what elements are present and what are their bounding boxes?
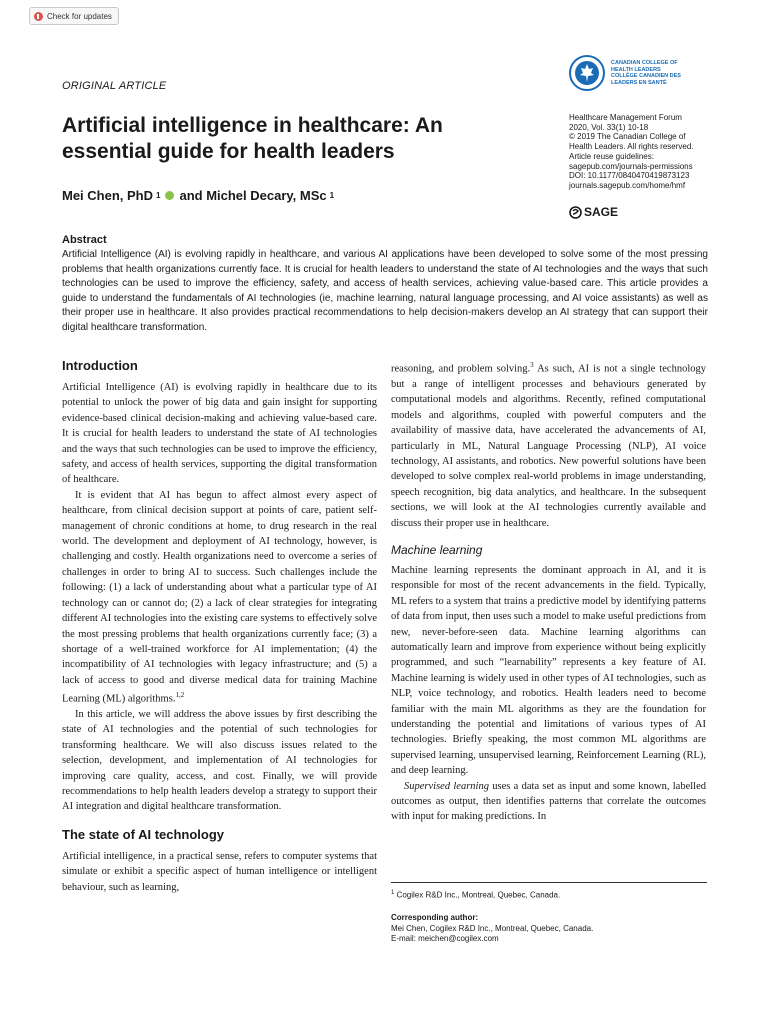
right-column xyxy=(391,358,706,825)
copyright-line-2: Health Leaders. All rights reserved. xyxy=(569,142,694,152)
permissions-link[interactable]: sagepub.com/journals-permissions xyxy=(569,161,693,171)
sage-logo xyxy=(569,205,618,219)
reuse-guidelines: Article reuse guidelines: xyxy=(569,151,654,161)
check-for-updates-label: Check for updates xyxy=(47,11,112,21)
sage-icon xyxy=(569,206,582,219)
author-2-name: and Michel Decary, MSc xyxy=(179,188,327,203)
author-line xyxy=(62,188,334,203)
author-1-affiliation: 1 xyxy=(156,191,161,200)
corresponding-author-email[interactable]: E-mail: meichen@cogilex.com xyxy=(391,934,499,944)
ml-paragraph-2 xyxy=(391,779,706,825)
continued-paragraph-start: reasoning, and problem solving. xyxy=(391,363,531,375)
intro-paragraph-1: Artificial Intelligence (AI) is evolving rapidly in healthcare due to its potential to unlock the power of big data and gain insight for supporting evidence-based clinical decision-making and achieving value-based care. It is crucial for health leaders to understand the state of AI technologies and the ways that such technologies can be used to improve the efficiency, safety, and access of health services, supporting the digital transformation of healthcare. xyxy=(62,382,377,486)
abstract-heading: Abstract xyxy=(62,234,107,246)
footnotes xyxy=(391,888,707,945)
state-of-ai-heading: The state of AI technology xyxy=(62,826,225,842)
corresponding-author-heading: Corresponding author: xyxy=(391,913,479,923)
article-type: ORIGINAL ARTICLE xyxy=(62,80,167,92)
doi[interactable]: DOI: 10.1177/0840470419873123 xyxy=(569,171,690,181)
author-2-affiliation: 1 xyxy=(329,191,335,200)
maple-leaf-logo-icon xyxy=(569,55,605,91)
intro-paragraph-2 xyxy=(62,488,377,707)
article-title: Artificial intelligence in healthcare: An essential guide for health leaders xyxy=(62,114,443,163)
affiliation-footnote xyxy=(391,888,707,901)
continued-paragraph xyxy=(391,358,706,531)
cchl-logo xyxy=(569,54,709,92)
orcid-icon[interactable] xyxy=(165,191,174,200)
intro-paragraph-3: In this article, we will address the above issues by first describing the state of AI technologies and the potential of such technologies for transforming healthcare. We will also discuss issues related to the selection, development, and implementation of AI technologies for improving care quality, access, and cost. Finally, we will provide recommendations to help health leaders develop a strategy to support their AI integration and digital healthcare transformation. xyxy=(62,709,377,813)
logo-line-1: CANADIAN COLLEGE OF xyxy=(611,60,678,66)
ml-paragraph-2-text: uses a data set as input and some known, labelled outcomes as output, then identifies patterns that correlate the outcomes with input for making predictions. In xyxy=(391,780,706,823)
left-column xyxy=(62,358,377,895)
citation-1-2[interactable]: 1,2 xyxy=(175,691,185,700)
author-1-name: Mei Chen, PhD xyxy=(62,188,154,203)
machine-learning-heading: Machine learning xyxy=(391,542,483,557)
continued-paragraph-rest: As such, AI is not a single technology but a range of intelligent processes and behaviours generated by computational models and algorithms. Recently, refined computational models and algorithms, coupled with powerful computers and the availability of massive data, have accelerated the advancements of AI, particularly in ML, Natural Language Processing (NLP), AI voice technology, AI assistants, and robotics. New powerful solutions have been developed to solve complex real-world problems in image understanding, speech recognition, big data analytics, and healthcare. In the subsequent sections, we will look at the AI technologies currently available and discuss their proper use in healthcare. xyxy=(391,363,706,529)
journal-name: Healthcare Management Forum xyxy=(569,113,682,122)
logo-line-2: HEALTH LEADERS xyxy=(611,66,661,73)
copyright-line-1: © 2019 The Canadian College of xyxy=(569,132,686,142)
journal-info xyxy=(569,113,719,191)
corresponding-author-address: Mei Chen, Cogilex R&D Inc., Montreal, Quebec, Canada. xyxy=(391,923,594,933)
journal-volume: 2020, Vol. 33(1) 10-18 xyxy=(569,122,649,132)
logo-line-4: LEADERS EN SANTÉ xyxy=(611,79,667,86)
citation-3[interactable]: 3 xyxy=(530,361,534,369)
affiliation-number: 1 xyxy=(391,890,395,896)
introduction-heading: Introduction xyxy=(62,358,138,373)
abstract-text: Artificial Intelligence (AI) is evolving rapidly in healthcare, and various AI applications have been developed to solve some of the most pressing problems that health organizations currently face. It is crucial for health leaders to understand the state of AI technologies and the ways that such technologies can be used to improve the efficiency, safety, and access of health services, achieving value-based care. This article provides a guide to understand the fundamentals of AI technologies (ie, machine learning, natural language processing, and AI voice assistants) as well as their proper use in healthcare. It also provides practical recommendations to help decision-makers develop an AI strategy that can support their digital healthcare transformation. xyxy=(62,249,708,333)
footnote-divider xyxy=(391,882,707,883)
affiliation-text: Cogilex R&D Inc., Montreal, Quebec, Canada. xyxy=(396,890,561,900)
logo-line-3: COLLÈGE CANADIEN DES xyxy=(611,73,681,79)
journal-link[interactable]: journals.sagepub.com/home/hmf xyxy=(569,180,686,190)
check-for-updates-button[interactable] xyxy=(29,7,119,25)
intro-paragraph-2-text: It is evident that AI has begun to affect almost every aspect of healthcare, from clinical decision support at points of care, patient self-management of chronic conditions at home, to drug research in the real world. The development and deployment of AI technology, however, is challenging and costly. Health organizations need to overcome a series of challenges in order to bring AI to success. Such challenges include the following: (1) a lack of understanding about what a particular type of AI technology can or cannot do; (2) a lack of clear strategies for integrating different AI technologies into the existing care systems to effectively solve the most pressing problems that health organizations currently face; (3) a shortage of a well-trained workforce for AI implementation; (4) the incompatibility of AI technologies with legacy infrastructure; and (5) a lack of access to good and diverse medical data for training Machine Learning (ML) algorithms. xyxy=(62,489,377,705)
ml-paragraph-1: Machine learning represents the dominant approach in AI, and it is responsible for most of the recent advancements in the field. Typically, ML refers to a system that trains a predictive model by identifying patterns of data from input, then uses such a model to make useful predictions from new, never-before-seen data. Machine learning algorithms can automatically learn and improve from experience without being explicitly programmed, and such “learnability” represents a key feature of AI. Machine learning is widely used in other types of AI technologies, such as NLP, voice technology, and robotics. Health leaders need to become familiar with the main ML algorithms as they are the foundation for understanding the potential and limitations of various types of AI technologies. Briefly speaking, the most common ML algorithms are supervised learning, unsupervised learning, Reinforcement Learning (RL), and deep learning. xyxy=(391,564,706,777)
publisher-name: SAGE xyxy=(584,205,619,219)
supervised-learning-term: Supervised learning xyxy=(404,780,489,792)
state-paragraph-1: Artificial intelligence, in a practical sense, refers to computer systems that simulate or exhibit a specific aspect of human intelligence or intelligent behaviour, such as learning, xyxy=(62,850,377,893)
update-icon xyxy=(34,12,43,21)
